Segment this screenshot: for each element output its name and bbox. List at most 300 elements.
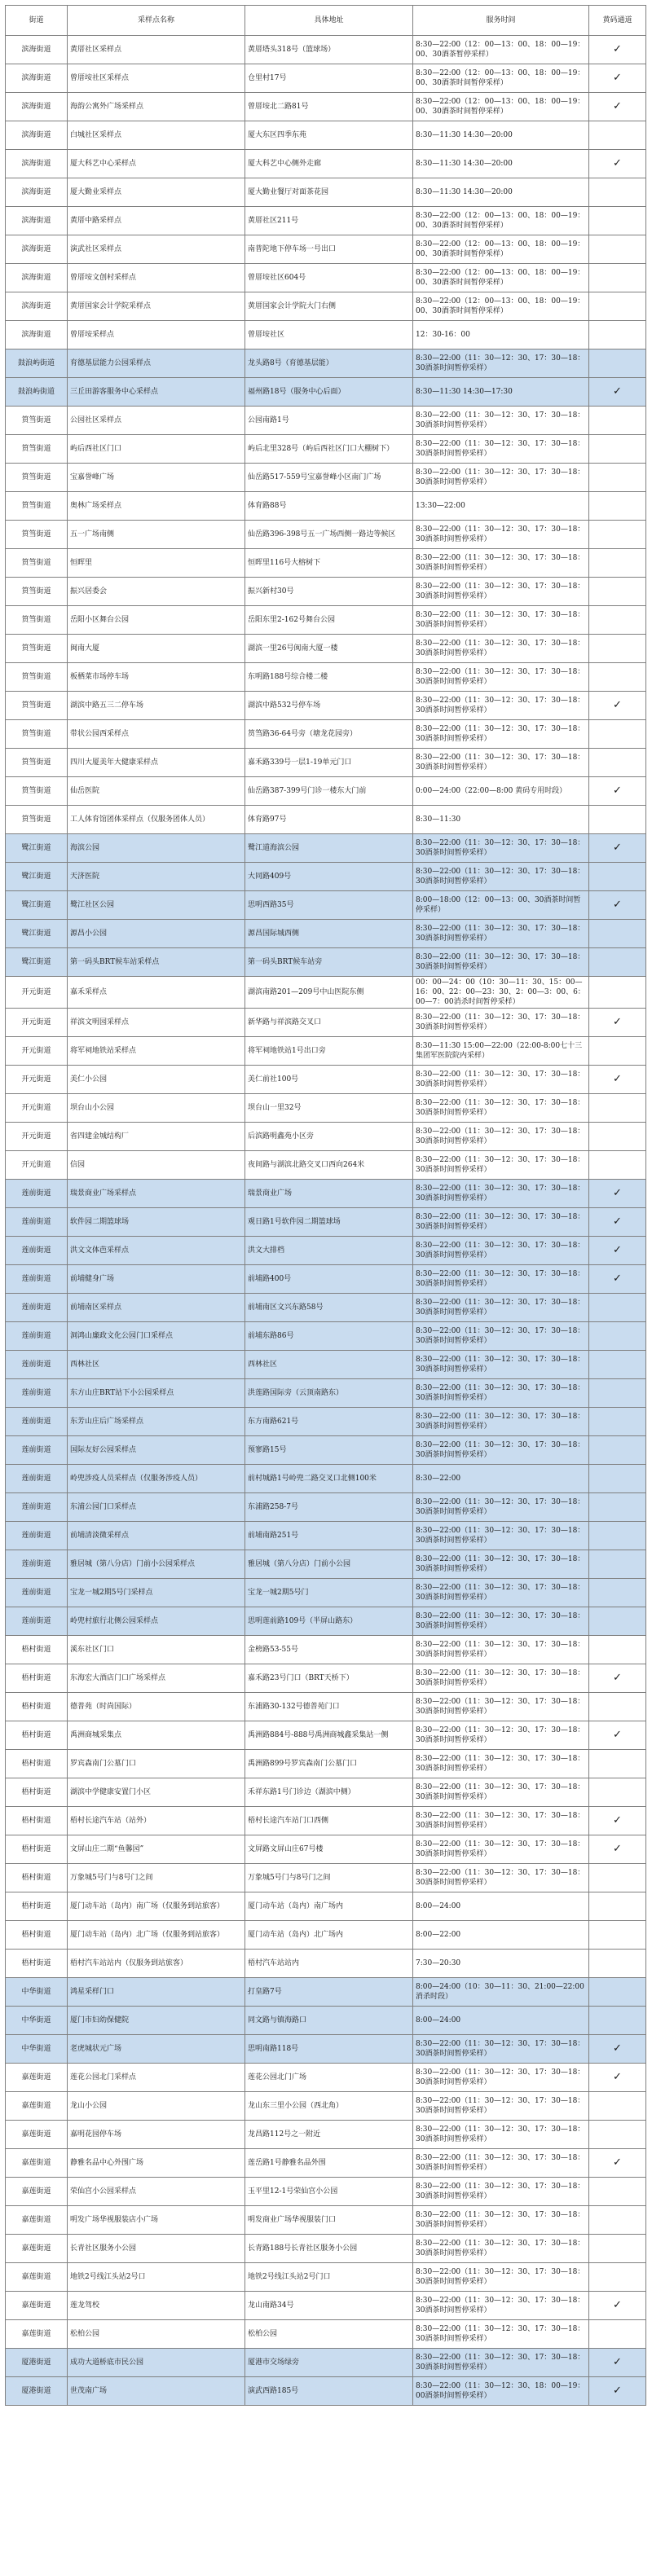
table-row bbox=[6, 2349, 646, 2377]
checkmark-icon: ✓ bbox=[589, 692, 646, 720]
cell-address: 前埔路400号 bbox=[245, 1265, 413, 1294]
cell-site-name: 三丘田游客服务中心采样点 bbox=[68, 378, 245, 407]
cell-service-time: 8:30—11:30 14:30—20:00 bbox=[413, 121, 589, 150]
cell-address: 禾祥东路1号门诊边（湖滨中侧） bbox=[245, 1778, 413, 1807]
cell-site-name: 鸿星采样门口 bbox=[68, 1978, 245, 2007]
cell-yellow-code bbox=[589, 1465, 646, 1493]
cell-district: 滨海街道 bbox=[6, 292, 68, 321]
cell-yellow-code bbox=[589, 207, 646, 235]
cell-site-name: 振兴居委会 bbox=[68, 578, 245, 606]
cell-service-time: 8:30—22:00（11：30—12：30、17：30—18：30酒茶时间暂停采样） bbox=[413, 1721, 589, 1750]
cell-site-name: 东浦公园门口采样点 bbox=[68, 1493, 245, 1522]
table-row bbox=[6, 2377, 646, 2406]
cell-site-name: 黄厝社区采样点 bbox=[68, 36, 245, 64]
cell-site-name: 黄厝国家会计学院采样点 bbox=[68, 292, 245, 321]
cell-service-time: 8:30—22:00（11：30—12：30、17：30—18：30酒茶时间暂停采样） bbox=[413, 948, 589, 977]
cell-address: 龙昌路112号之一附近 bbox=[245, 2121, 413, 2149]
cell-address: 文屏路文屏山庄67号楼 bbox=[245, 1835, 413, 1864]
cell-yellow-code bbox=[589, 720, 646, 749]
cell-service-time: 8:30—22:00（12：00—13：00、18：00—19：00、30酒茶时间暂停采样） bbox=[413, 93, 589, 121]
cell-district: 莲前街道 bbox=[6, 1465, 68, 1493]
cell-service-time: 8:00—22:00 bbox=[413, 1921, 589, 1950]
cell-service-time: 8:30—22:00（11：30—12：30、17：30—18：30酒茶时间暂停采样） bbox=[413, 2263, 589, 2292]
header-district: 街道 bbox=[6, 6, 68, 36]
cell-district: 开元街道 bbox=[6, 1009, 68, 1037]
cell-service-time: 8:30—22:00 bbox=[413, 1465, 589, 1493]
cell-yellow-code bbox=[589, 521, 646, 549]
cell-district: 筼筜街道 bbox=[6, 407, 68, 435]
cell-yellow-code bbox=[589, 948, 646, 977]
cell-yellow-code bbox=[589, 977, 646, 1009]
table-row bbox=[6, 1978, 646, 2007]
cell-district: 滨海街道 bbox=[6, 264, 68, 292]
cell-service-time: 8:30—11:30 14:30—20:00 bbox=[413, 150, 589, 178]
cell-address: 宝龙一城2期5号门 bbox=[245, 1579, 413, 1607]
cell-district: 厦港街道 bbox=[6, 2349, 68, 2377]
table-row bbox=[6, 121, 646, 150]
cell-district: 嘉莲街道 bbox=[6, 2121, 68, 2149]
cell-yellow-code bbox=[589, 1522, 646, 1550]
table-row bbox=[6, 578, 646, 606]
cell-district: 嘉莲街道 bbox=[6, 2292, 68, 2320]
cell-address: 黄厝国家会计学院大门右侧 bbox=[245, 292, 413, 321]
cell-site-name: 育德基层能力公园采样点 bbox=[68, 349, 245, 378]
cell-address: 仙岳路396-398号五一广场西侧一路边等候区 bbox=[245, 521, 413, 549]
cell-yellow-code bbox=[589, 178, 646, 207]
cell-district: 滨海街道 bbox=[6, 207, 68, 235]
table-row bbox=[6, 64, 646, 93]
cell-service-time: 8:30—22:00（11：30—12：30、17：30—18：30酒茶时间暂停采样） bbox=[413, 2206, 589, 2235]
checkmark-icon: ✓ bbox=[589, 1066, 646, 1094]
table-row bbox=[6, 235, 646, 264]
cell-site-name: 厦大科艺中心采样点 bbox=[68, 150, 245, 178]
cell-yellow-code bbox=[589, 435, 646, 464]
cell-site-name: 禹洲商城采集点 bbox=[68, 1721, 245, 1750]
table-row bbox=[6, 521, 646, 549]
cell-site-name: 厦门动车站（岛内）南广场（仅服务到站旅客） bbox=[68, 1892, 245, 1921]
table-row bbox=[6, 2292, 646, 2320]
table-row bbox=[6, 834, 646, 863]
cell-service-time: 8:30—22:00（11：30—12：30、17：30—18：30酒茶时间暂停采样） bbox=[413, 1237, 589, 1265]
cell-address: 厦大勤业餐厅对面茶花园 bbox=[245, 178, 413, 207]
cell-site-name: 奥林广场采样点 bbox=[68, 492, 245, 521]
cell-service-time: 8:30—22:00（11：30—12：30、17：30—18：30酒茶时间暂停采样） bbox=[413, 1436, 589, 1465]
cell-service-time: 8:30—22:00（11：30—12：30、17：30—18：30酒茶时间暂停采样） bbox=[413, 1066, 589, 1094]
cell-address: 厦门动车站（岛内）南广场内 bbox=[245, 1892, 413, 1921]
cell-service-time: 8:30—11:30 15:00—22:00（22:00-8:00七十三集团军医院院内采样） bbox=[413, 1037, 589, 1066]
cell-address: 思明西路35号 bbox=[245, 891, 413, 920]
cell-yellow-code bbox=[589, 1864, 646, 1892]
table-row bbox=[6, 1151, 646, 1180]
cell-site-name: 曾厝垵文创村采样点 bbox=[68, 264, 245, 292]
cell-address: 思明南路118号 bbox=[245, 2035, 413, 2064]
cell-site-name: 前埔健身广场 bbox=[68, 1265, 245, 1294]
cell-address: 仓里村17号 bbox=[245, 64, 413, 93]
table-row bbox=[6, 1379, 646, 1408]
checkmark-icon: ✓ bbox=[589, 1721, 646, 1750]
cell-district: 中华街道 bbox=[6, 1978, 68, 2007]
cell-district: 莲前街道 bbox=[6, 1522, 68, 1550]
cell-address: 大同路409号 bbox=[245, 863, 413, 891]
cell-address: 观日路1号软件园二期篮球场 bbox=[245, 1208, 413, 1237]
table-row bbox=[6, 1322, 646, 1351]
cell-address: 厦大科艺中心侧外走廊 bbox=[245, 150, 413, 178]
cell-address: 湖滨中路532号停车场 bbox=[245, 692, 413, 720]
cell-address: 湖滨南路201—209号中山医院东侧 bbox=[245, 977, 413, 1009]
cell-district: 滨海街道 bbox=[6, 64, 68, 93]
cell-site-name: 祥滨文明园采样点 bbox=[68, 1009, 245, 1037]
checkmark-icon: ✓ bbox=[589, 64, 646, 93]
table-row bbox=[6, 1693, 646, 1721]
cell-yellow-code bbox=[589, 1892, 646, 1921]
cell-service-time: 00：00—24：00（10：30—11：30、15：00—16：00、22：00—23：30、2：00—3：00、6：00—7：00消杀时间暂停采样） bbox=[413, 977, 589, 1009]
cell-service-time: 8:30—22:00（11：30—12：30、17：30—18：30酒茶时间暂停采样） bbox=[413, 464, 589, 492]
cell-site-name: 宝龙一城2期5号门采样点 bbox=[68, 1579, 245, 1607]
cell-yellow-code bbox=[589, 1636, 646, 1664]
cell-service-time: 8:30—22:00（11：30—12：30、17：30—18：30酒茶时间暂停采样） bbox=[413, 2320, 589, 2349]
cell-service-time: 8:30—22:00（11：30—12：30、17：30—18：30酒茶时间暂停采样） bbox=[413, 1265, 589, 1294]
table-row bbox=[6, 492, 646, 521]
cell-service-time: 8:30—22:00（11：30—12：30、17：30—18：30酒茶时间暂停采样） bbox=[413, 863, 589, 891]
cell-address: 坝台山一里32号 bbox=[245, 1094, 413, 1123]
cell-site-name: 世茂南广场 bbox=[68, 2377, 245, 2406]
cell-site-name: 老虎城状元广场 bbox=[68, 2035, 245, 2064]
cell-site-name: 东方山庄BRT站下小公园采样点 bbox=[68, 1379, 245, 1408]
table-row bbox=[6, 1180, 646, 1208]
cell-address: 厦港市交场绿旁 bbox=[245, 2349, 413, 2377]
cell-district: 筼筜街道 bbox=[6, 635, 68, 663]
cell-address: 前村城路1号岭兜二路交叉口北侧100米 bbox=[245, 1465, 413, 1493]
cell-address: 第一码头BRT候车站旁 bbox=[245, 948, 413, 977]
table-row bbox=[6, 1550, 646, 1579]
table-row bbox=[6, 1807, 646, 1835]
table-row bbox=[6, 920, 646, 948]
checkmark-icon: ✓ bbox=[589, 2149, 646, 2178]
cell-district: 嘉莲街道 bbox=[6, 2149, 68, 2178]
cell-district: 梧村街道 bbox=[6, 1664, 68, 1693]
cell-site-name: 长青社区服务小公园 bbox=[68, 2235, 245, 2263]
cell-site-name: 荣仙宫小公园采样点 bbox=[68, 2178, 245, 2206]
table-row bbox=[6, 378, 646, 407]
cell-district: 筼筜街道 bbox=[6, 806, 68, 834]
cell-service-time: 8:30—22:00（11：30—12：30、17：30—18：30酒茶时间暂停采样） bbox=[413, 1693, 589, 1721]
cell-district: 开元街道 bbox=[6, 1123, 68, 1151]
table-row bbox=[6, 720, 646, 749]
cell-service-time: 8:30—22:00（11：30—12：30、17：30—18：30酒茶时间暂停采样） bbox=[413, 2121, 589, 2149]
table-row bbox=[6, 2206, 646, 2235]
table-row bbox=[6, 863, 646, 891]
cell-service-time: 8:30—22:00（11：30—12：30、17：30—18：30酒茶时间暂停采样） bbox=[413, 521, 589, 549]
cell-district: 中华街道 bbox=[6, 2007, 68, 2035]
checkmark-icon: ✓ bbox=[589, 891, 646, 920]
table-row bbox=[6, 407, 646, 435]
cell-site-name: 五一广场南侧 bbox=[68, 521, 245, 549]
checkmark-icon: ✓ bbox=[589, 1265, 646, 1294]
cell-yellow-code bbox=[589, 606, 646, 635]
cell-site-name: 信园 bbox=[68, 1151, 245, 1180]
cell-address: 前埔南区文兴东路58号 bbox=[245, 1294, 413, 1322]
cell-yellow-code bbox=[589, 2206, 646, 2235]
cell-address: 曾厝垵社区 bbox=[245, 321, 413, 349]
cell-site-name: 罗宾森南门公墓门口 bbox=[68, 1750, 245, 1778]
cell-site-name: 嘉禾采样点 bbox=[68, 977, 245, 1009]
cell-site-name: 岭兜涉疫人员采样点（仅服务涉疫人员） bbox=[68, 1465, 245, 1493]
cell-district: 莲前街道 bbox=[6, 1408, 68, 1436]
cell-service-time: 8:30—22:00（11：30—12：30、17：30—18：30酒茶时间暂停采样） bbox=[413, 1607, 589, 1636]
cell-district: 滨海街道 bbox=[6, 121, 68, 150]
cell-yellow-code bbox=[589, 1322, 646, 1351]
table-row bbox=[6, 2121, 646, 2149]
cell-yellow-code bbox=[589, 2092, 646, 2121]
cell-district: 鼓浪屿街道 bbox=[6, 349, 68, 378]
cell-district: 莲前街道 bbox=[6, 1607, 68, 1636]
cell-district: 滨海街道 bbox=[6, 93, 68, 121]
cell-yellow-code bbox=[589, 663, 646, 692]
table-row bbox=[6, 321, 646, 349]
cell-yellow-code bbox=[589, 1493, 646, 1522]
cell-address: 曾厝垵北二路81号 bbox=[245, 93, 413, 121]
cell-yellow-code bbox=[589, 1436, 646, 1465]
cell-address: 福州路18号（服务中心后面） bbox=[245, 378, 413, 407]
table-row bbox=[6, 1208, 646, 1237]
cell-site-name: 海韵公寓外广场采样点 bbox=[68, 93, 245, 121]
cell-site-name: 梧村长途汽车站（站外） bbox=[68, 1807, 245, 1835]
cell-district: 筼筜街道 bbox=[6, 549, 68, 578]
cell-site-name: 明发广场华视服装店小广场 bbox=[68, 2206, 245, 2235]
cell-service-time: 8:30—22:00（11：30—12：30、17：30—18：30酒茶时间暂停采样） bbox=[413, 1807, 589, 1835]
cell-district: 厦港街道 bbox=[6, 2377, 68, 2406]
cell-service-time: 8:30—22:00（11：30—12：30、17：30—18：30酒茶时间暂停采样） bbox=[413, 2149, 589, 2178]
cell-service-time: 8:30—22:00（11：30—12：30、17：30—18：30酒茶时间暂停采样） bbox=[413, 2064, 589, 2092]
cell-address: 东浦路258-7号 bbox=[245, 1493, 413, 1522]
cell-address: 恒晖里116号大榕树下 bbox=[245, 549, 413, 578]
cell-address: 禹洲路884号-888号禹洲商城鑫采集站一侧 bbox=[245, 1721, 413, 1750]
cell-district: 鹭江街道 bbox=[6, 948, 68, 977]
cell-district: 鹭江街道 bbox=[6, 891, 68, 920]
cell-service-time: 8:30—22:00（11：30—12：30、17：30—18：30酒茶时间暂停采样） bbox=[413, 920, 589, 948]
cell-site-name: 厦大勤业采样点 bbox=[68, 178, 245, 207]
cell-site-name: 第一码头BRT候车站采样点 bbox=[68, 948, 245, 977]
cell-service-time: 12：30-16：00 bbox=[413, 321, 589, 349]
table-row bbox=[6, 1294, 646, 1322]
cell-district: 莲前街道 bbox=[6, 1351, 68, 1379]
cell-yellow-code bbox=[589, 1294, 646, 1322]
cell-district: 滨海街道 bbox=[6, 36, 68, 64]
cell-yellow-code bbox=[589, 1151, 646, 1180]
cell-yellow-code bbox=[589, 749, 646, 777]
cell-yellow-code bbox=[589, 1978, 646, 2007]
cell-service-time: 8:30—22:00（11：30—12：30、17：30—18：30酒茶时间暂停采样） bbox=[413, 1094, 589, 1123]
table-row bbox=[6, 2035, 646, 2064]
cell-site-name: 东海宏大酒店门口广场采样点 bbox=[68, 1664, 245, 1693]
table-row bbox=[6, 663, 646, 692]
cell-service-time: 8:30—11:30 bbox=[413, 806, 589, 834]
cell-district: 中华街道 bbox=[6, 2035, 68, 2064]
table-row bbox=[6, 2092, 646, 2121]
cell-district: 莲前街道 bbox=[6, 1322, 68, 1351]
cell-yellow-code bbox=[589, 464, 646, 492]
cell-district: 筼筜街道 bbox=[6, 578, 68, 606]
cell-yellow-code bbox=[589, 2263, 646, 2292]
cell-district: 梧村街道 bbox=[6, 1693, 68, 1721]
checkmark-icon: ✓ bbox=[589, 36, 646, 64]
cell-district: 筼筜街道 bbox=[6, 435, 68, 464]
cell-district: 滨海街道 bbox=[6, 178, 68, 207]
table-row bbox=[6, 1579, 646, 1607]
cell-address: 筼筜路36-64号旁（塘龙花园旁） bbox=[245, 720, 413, 749]
cell-district: 嘉莲街道 bbox=[6, 2263, 68, 2292]
cell-service-time: 8:30—22:00（12：00—13：00、18：00—19：00、30酒茶时间暂停采样） bbox=[413, 207, 589, 235]
cell-address: 禹洲路899号罗宾森南门公墓门口 bbox=[245, 1750, 413, 1778]
cell-site-name: 天济医院 bbox=[68, 863, 245, 891]
cell-site-name: 东芳山庄后广场采样点 bbox=[68, 1408, 245, 1436]
checkmark-icon: ✓ bbox=[589, 777, 646, 806]
cell-district: 嘉莲街道 bbox=[6, 2064, 68, 2092]
cell-service-time: 8:30—22:00（11：30—12：30、17：30—18：30酒茶时间暂停采样） bbox=[413, 2092, 589, 2121]
cell-site-name: 黄厝中路采样点 bbox=[68, 207, 245, 235]
table-row bbox=[6, 777, 646, 806]
cell-site-name: 瑞景商业广场采样点 bbox=[68, 1180, 245, 1208]
cell-service-time: 8:30—22:00（11：30—12：30、17：30—18：30酒茶时间暂停采样） bbox=[413, 435, 589, 464]
cell-site-name: 莲花公园北门采样点 bbox=[68, 2064, 245, 2092]
cell-site-name: 洪文文体芭采样点 bbox=[68, 1237, 245, 1265]
cell-address: 思明莲前路109号（半屏山路东） bbox=[245, 1607, 413, 1636]
cell-district: 嘉莲街道 bbox=[6, 2235, 68, 2263]
table-row bbox=[6, 1351, 646, 1379]
cell-district: 莲前街道 bbox=[6, 1180, 68, 1208]
cell-site-name: 溪东社区门口 bbox=[68, 1636, 245, 1664]
cell-site-name: 源昌小公园 bbox=[68, 920, 245, 948]
cell-site-name: 软件园二期篮球场 bbox=[68, 1208, 245, 1237]
cell-address: 长青路188号长青社区服务小公园 bbox=[245, 2235, 413, 2263]
cell-district: 鹭江街道 bbox=[6, 863, 68, 891]
cell-address: 龙山南路34号 bbox=[245, 2292, 413, 2320]
header-site-name: 采样点名称 bbox=[68, 6, 245, 36]
cell-address: 新华路与祥滨路交叉口 bbox=[245, 1009, 413, 1037]
cell-district: 开元街道 bbox=[6, 977, 68, 1009]
cell-yellow-code bbox=[589, 1037, 646, 1066]
cell-service-time: 8:30—22:00（11：30—12：30、17：30—18：30酒茶时间暂停采样） bbox=[413, 834, 589, 863]
cell-site-name: 前埔南区采样点 bbox=[68, 1294, 245, 1322]
table-row bbox=[6, 2263, 646, 2292]
cell-address: 南普陀地下停车场一号出口 bbox=[245, 235, 413, 264]
cell-address: 前埔东路86号 bbox=[245, 1322, 413, 1351]
cell-service-time: 8:30—22:00（11：30—12：30、17：30—18：30酒茶时间暂停采样） bbox=[413, 2235, 589, 2263]
cell-service-time: 8:30—22:00（11：30—12：30、17：30—18：30酒茶时间暂停采样） bbox=[413, 1009, 589, 1037]
cell-district: 筼筜街道 bbox=[6, 521, 68, 549]
cell-site-name: 公园社区采样点 bbox=[68, 407, 245, 435]
cell-site-name: 文屏山庄二期“鱼馨园” bbox=[68, 1835, 245, 1864]
cell-district: 滨海街道 bbox=[6, 321, 68, 349]
table-row bbox=[6, 207, 646, 235]
cell-site-name: 美仁小公园 bbox=[68, 1066, 245, 1094]
checkmark-icon: ✓ bbox=[589, 1180, 646, 1208]
table-row bbox=[6, 264, 646, 292]
table-row bbox=[6, 1522, 646, 1550]
cell-yellow-code bbox=[589, 121, 646, 150]
cell-service-time: 8:30—22:00（12：00—13：00、18：00—19：00、30酒茶时间暂停采样） bbox=[413, 64, 589, 93]
cell-site-name: 海滨公园 bbox=[68, 834, 245, 863]
header-address: 具体地址 bbox=[245, 6, 413, 36]
cell-district: 梧村街道 bbox=[6, 1892, 68, 1921]
cell-yellow-code bbox=[589, 1778, 646, 1807]
table-row bbox=[6, 1465, 646, 1493]
table-row bbox=[6, 1607, 646, 1636]
table-body bbox=[6, 36, 646, 2406]
cell-site-name: 嘉明花园停车场 bbox=[68, 2121, 245, 2149]
cell-yellow-code bbox=[589, 1579, 646, 1607]
cell-site-name: 洞鸿山廉政文化公园门口采样点 bbox=[68, 1322, 245, 1351]
cell-service-time: 8:30—22:00（12：00—13：00、18：00—19：00、30酒茶时间暂停采样） bbox=[413, 264, 589, 292]
cell-site-name: 坝台山小公园 bbox=[68, 1094, 245, 1123]
cell-service-time: 8:30—22:00（11：30—12：30、17：30—18：30酒茶时间暂停采样） bbox=[413, 1180, 589, 1208]
checkmark-icon: ✓ bbox=[589, 1835, 646, 1864]
table-row bbox=[6, 1094, 646, 1123]
checkmark-icon: ✓ bbox=[589, 2035, 646, 2064]
cell-district: 莲前街道 bbox=[6, 1379, 68, 1408]
cell-address: 打皇路7号 bbox=[245, 1978, 413, 2007]
cell-address: 莲岳路1号静雅名品外围 bbox=[245, 2149, 413, 2178]
cell-address: 仙岳路517-559号宝嘉誉峰小区南门广场 bbox=[245, 464, 413, 492]
cell-yellow-code bbox=[589, 1693, 646, 1721]
cell-site-name: 厦门动车站（岛内）北广场（仅服务到站旅客） bbox=[68, 1921, 245, 1950]
cell-district: 梧村街道 bbox=[6, 1835, 68, 1864]
cell-yellow-code bbox=[589, 321, 646, 349]
table-row bbox=[6, 435, 646, 464]
cell-yellow-code bbox=[589, 235, 646, 264]
cell-address: 振兴新村30号 bbox=[245, 578, 413, 606]
cell-district: 莲前街道 bbox=[6, 1579, 68, 1607]
sampling-sites-table bbox=[5, 5, 646, 2406]
cell-site-name: 国际友好公园采样点 bbox=[68, 1436, 245, 1465]
cell-site-name: 厦门市妇幼保健院 bbox=[68, 2007, 245, 2035]
cell-district: 鹭江街道 bbox=[6, 920, 68, 948]
cell-address: 厦门动车站（岛内）北广场内 bbox=[245, 1921, 413, 1950]
checkmark-icon: ✓ bbox=[589, 1237, 646, 1265]
cell-yellow-code bbox=[589, 349, 646, 378]
sampling-sites-sheet bbox=[5, 5, 645, 2406]
cell-site-name: 万象城5号门与8号门之间 bbox=[68, 1864, 245, 1892]
cell-service-time: 0:00—24:00（22:00—8:00 黄码专用时段） bbox=[413, 777, 589, 806]
cell-site-name: 岭兜村旅行北侧公园采样点 bbox=[68, 1607, 245, 1636]
cell-service-time: 8:30—22:00（11：30—12：30、17：30—18：30酒茶时间暂停采样） bbox=[413, 1664, 589, 1693]
table-row bbox=[6, 93, 646, 121]
cell-service-time: 8:30—22:00（11：30—12：30、17：30—18：30酒茶时间暂停采样） bbox=[413, 1322, 589, 1351]
table-row bbox=[6, 1636, 646, 1664]
cell-site-name: 松柏公园 bbox=[68, 2320, 245, 2349]
cell-service-time: 8:30—22:00（11：30—12：30、17：30—18：30酒茶时间暂停采样） bbox=[413, 2178, 589, 2206]
cell-service-time: 8:30—22:00（11：30—12：30、17：30—18：30酒茶时间暂停采样） bbox=[413, 1123, 589, 1151]
cell-district: 鼓浪屿街道 bbox=[6, 378, 68, 407]
table-row bbox=[6, 2064, 646, 2092]
cell-service-time: 8:30—22:00（11：30—12：30、17：30—18：30酒茶时间暂停采样） bbox=[413, 1208, 589, 1237]
cell-address: 嘉禾路23号门口（BRT天桥下） bbox=[245, 1664, 413, 1693]
cell-address: 岳阳东里2-162号舞台公园 bbox=[245, 606, 413, 635]
cell-site-name: 将军祠地铁站采样点 bbox=[68, 1037, 245, 1066]
cell-site-name: 曾厝垵采样点 bbox=[68, 321, 245, 349]
checkmark-icon: ✓ bbox=[589, 2292, 646, 2320]
table-row bbox=[6, 2178, 646, 2206]
cell-address: 金榜路53-55号 bbox=[245, 1636, 413, 1664]
cell-service-time: 8:30—22:00（11：30—12：30、17：30—18：30酒茶时间暂停采样） bbox=[413, 720, 589, 749]
cell-site-name: 带状公园西采样点 bbox=[68, 720, 245, 749]
cell-site-name: 成功大道桥底市民公园 bbox=[68, 2349, 245, 2377]
cell-address: 东明路188号综合楼二楼 bbox=[245, 663, 413, 692]
table-row bbox=[6, 1037, 646, 1066]
cell-service-time: 8:00—18:00（12：00—13：00、30酒茶时间暂停采样） bbox=[413, 891, 589, 920]
cell-address: 洪文大排档 bbox=[245, 1237, 413, 1265]
cell-address: 松柏公园 bbox=[245, 2320, 413, 2349]
